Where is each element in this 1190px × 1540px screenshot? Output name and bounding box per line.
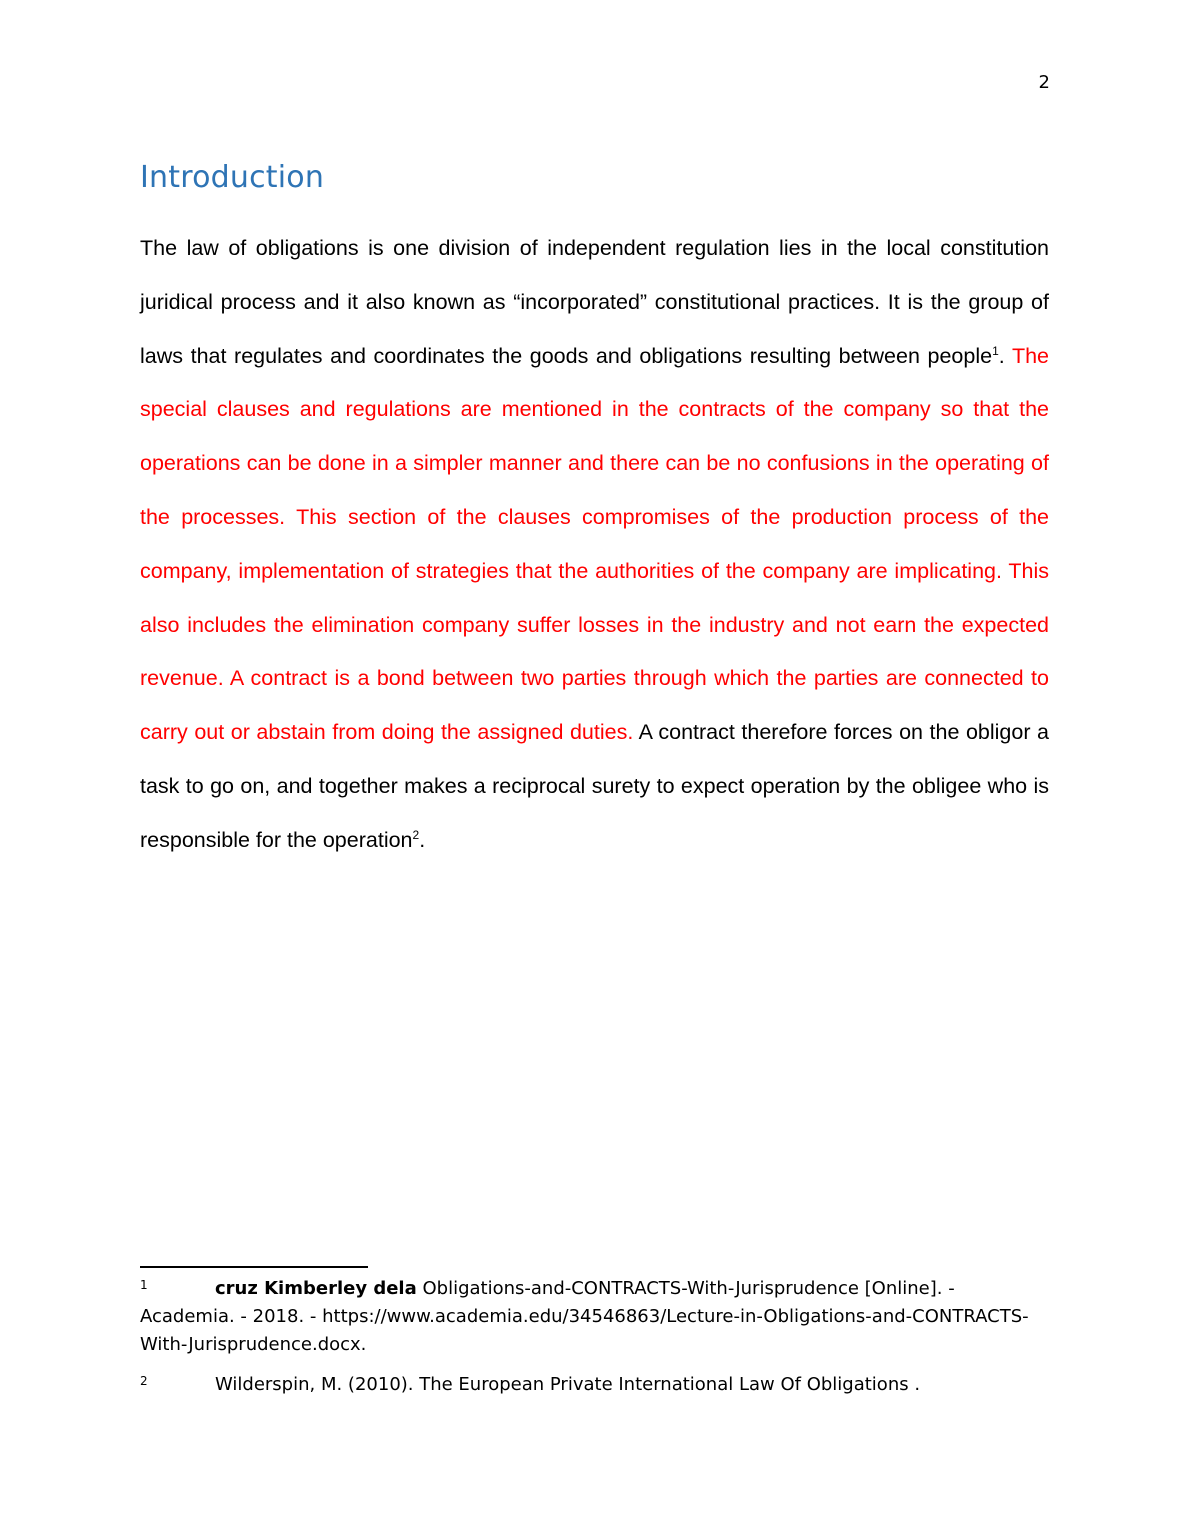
section-heading: Introduction bbox=[140, 160, 325, 195]
body-text-segment: A contract therefore forces on the obligor a task to go on, and together makes a reciprocal surety to expect operation by the obligee who is responsible for the operation bbox=[140, 720, 1049, 852]
footnote bbox=[140, 1275, 1049, 1359]
footnote-text: Wilderspin, M. (2010). The European Private International Law Of Obligations . bbox=[215, 1374, 921, 1395]
footnote-mark: 2 bbox=[140, 1374, 148, 1388]
footnote-reference[interactable]: 2 bbox=[412, 827, 420, 842]
page-number: 2 bbox=[1038, 72, 1050, 93]
footnotes bbox=[140, 1275, 1049, 1411]
footnote-separator bbox=[140, 1266, 368, 1268]
body-text-segment: . bbox=[419, 827, 426, 852]
body-text-segment: The law of obligations is one division of independent regulation lies in the local constitution juridical process and it also known as “incorporated” constitutional practices. It is the group of laws that regulates and coordinates the goods and obligations resulting between people bbox=[140, 236, 1049, 368]
footnote-reference[interactable]: 1 bbox=[992, 343, 999, 358]
footnote-text: Obligations-and-CONTRACTS-With-Jurisprudence [Online]. - Academia. - 2018. - https://www.academia.edu/34546863/Lecture-in-Obligations-and-CONTRACTS-With-Jurisprudence.docx. bbox=[140, 1278, 1029, 1355]
footnote-mark: 1 bbox=[140, 1278, 148, 1292]
footnote bbox=[140, 1371, 1049, 1399]
body-text-segment: . bbox=[998, 343, 1012, 368]
highlighted-text: The special clauses and regulations are mentioned in the contracts of the company so that the operations can be done in a simpler manner and there can be no confusions in the operating of the processes. This section of the clauses compromises of the production process of the company, implementation of strategies that the authorities of the company are implicating. This also includes the elimination company suffer losses in the industry and not earn the expected revenue. A contract is a bond between two parties through which the parties are connected to carry out or abstain from doing the assigned duties. bbox=[140, 343, 1049, 745]
footnote-author: cruz Kimberley dela bbox=[215, 1278, 417, 1299]
body-paragraph bbox=[140, 222, 1049, 868]
